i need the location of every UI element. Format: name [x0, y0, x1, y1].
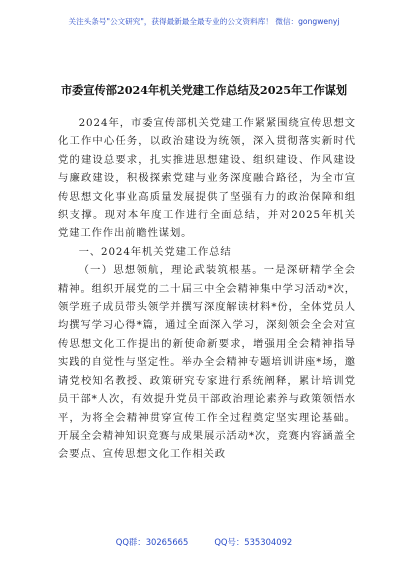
document-body	[58, 114, 356, 464]
intro-paragraph: 2024年，市委宣传部机关党建工作紧紧围绕宣传思想文化工作中心任务，以政治建设为统领，深入贯彻落实新时代党的建设总要求，扎实推进思想建设、组织建设、作风建设与廉政建设，积极探索党建与业务深度融合路径，为全市宣传思想文化事业高质量发展提供了坚强有力的政治保障和组织支撑。现对本年度工作进行全面总结，并对2025年机关党建工作作出前瞻性谋划。	[58, 117, 356, 240]
subsection-paragraph: （一）思想领航，理论武装筑根基。一是深研精学全会精神。组织开展党的二十届三中全会精神集中学习活动*次，领学班子成员带头领学并撰写深度解读材料*份，全体党员人均撰写学习心得*篇，通过全面深入学习，深刻领会全会对宣传思想文化工作提出的新使命新要求，增强用全会精神指导实践的自觉性与坚定性。举办全会精神专题培训讲座*场，邀请党校知名教授、政策研究专家进行系统阐释，累计培训党员干部*人次，有效提升党员干部政治理论素养与政策领悟水平，为将全会精神贯穿宣传工作全过程奠定坚实理论基础。开展全会精神知识竞赛与成果展示活动*次，竞赛内容涵盖全会要点、宣传思想文化工作相关政	[58, 264, 356, 461]
page-title: 市委宣传部2024年机关党建工作总结及2025年工作谋划	[60, 83, 348, 97]
qq-group-label: QQ群：	[115, 537, 146, 547]
footer-contact	[0, 536, 408, 548]
header-banner[interactable]: 关注头条号"公文研究"，获得最新最全最专业的公文资料库！ 微信：gongwenyj	[68, 17, 340, 26]
qq-group-number: 30265665	[145, 537, 189, 547]
qq-number-label: QQ号：	[214, 537, 245, 547]
qq-number: 535304092	[244, 537, 293, 547]
section-heading: 一、2024年机关党建工作总结	[78, 245, 232, 258]
